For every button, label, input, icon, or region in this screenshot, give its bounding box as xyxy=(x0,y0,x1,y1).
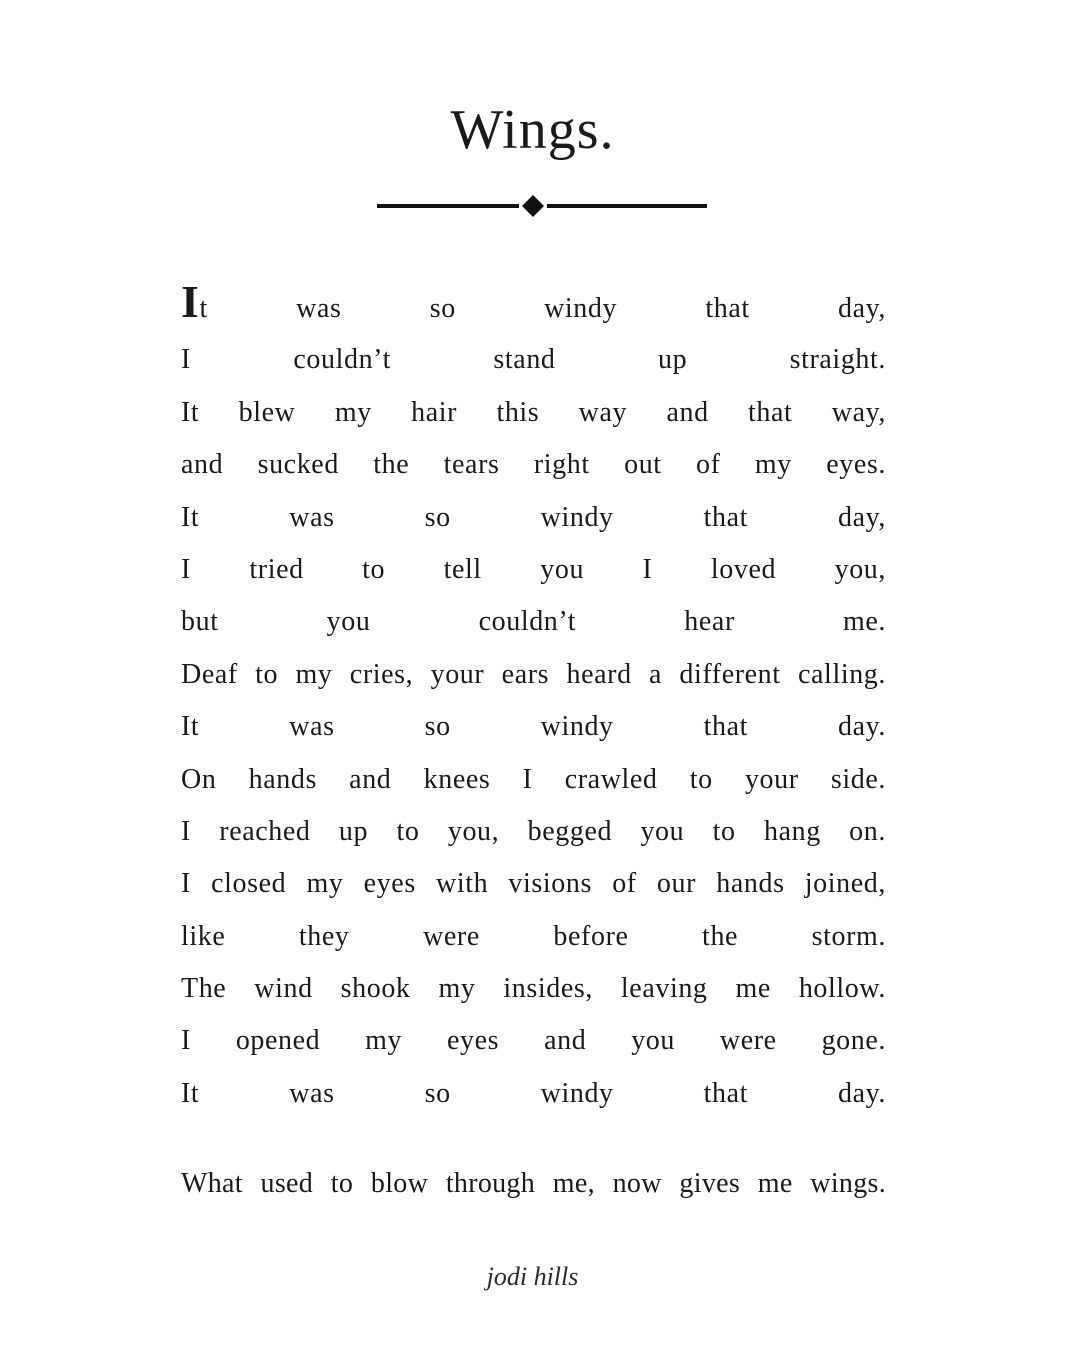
poem-line: and sucked the tears right out of my eyes. xyxy=(181,449,886,481)
author-signature: jodi hills xyxy=(486,1262,579,1291)
poem-line: I closed my eyes with visions of our hands joined, xyxy=(181,868,886,900)
poem-line: I reached up to you, begged you to hang on. xyxy=(181,815,886,847)
ornamental-divider xyxy=(377,194,707,218)
poem-line: Deaf to my cries, your ears heard a different calling. xyxy=(181,658,886,690)
diamond-icon xyxy=(522,195,544,217)
poem-line: It was so windy that day, xyxy=(181,501,886,533)
poem-title: Wings. xyxy=(450,99,615,161)
poem-line: The wind shook my insides, leaving me hollow. xyxy=(181,973,886,1005)
poem-line: It was so windy that day. xyxy=(181,711,886,743)
poem-line: like they were before the storm. xyxy=(181,920,886,952)
first-line-text: t was so windy that day, xyxy=(199,293,886,324)
poem-line-1 xyxy=(181,276,886,334)
poem-line: I couldn’t stand up straight. xyxy=(181,344,886,376)
poem-line: I tried to tell you I loved you, xyxy=(181,553,886,585)
drop-cap: I xyxy=(181,276,200,327)
poem-line: On hands and knees I crawled to your side. xyxy=(181,763,886,795)
poem-line: but you couldn’t hear me. xyxy=(181,606,886,638)
closing-line: What used to blow through me, now gives me wings. xyxy=(181,1168,886,1199)
poem-line: It blew my hair this way and that way, xyxy=(181,396,886,428)
poem-line: It was so windy that day. xyxy=(181,1077,886,1109)
poem-body xyxy=(181,276,886,1120)
poem-line: I opened my eyes and you were gone. xyxy=(181,1025,886,1057)
